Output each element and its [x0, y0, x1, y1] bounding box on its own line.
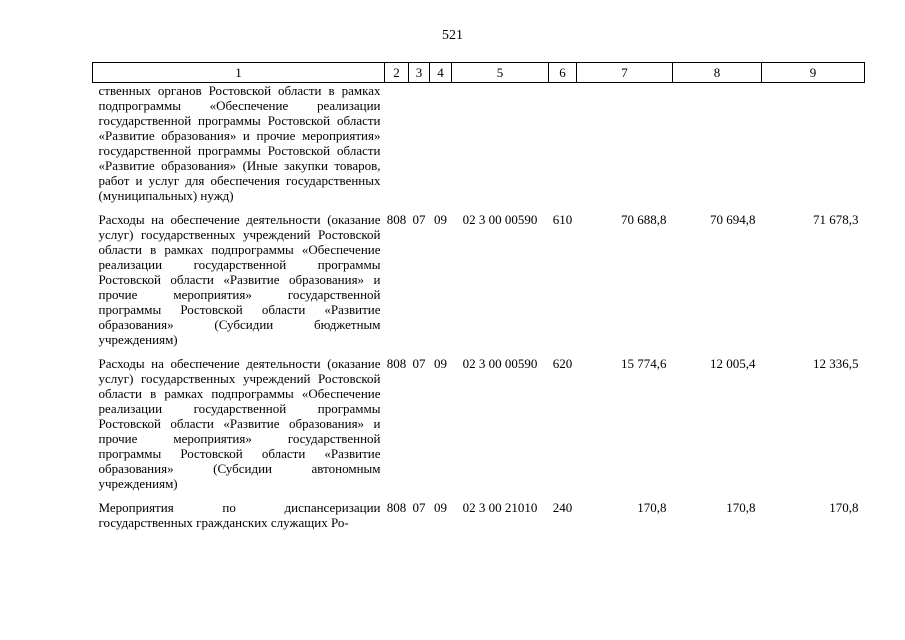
- cell-amount-col8: 170,8: [726, 500, 756, 515]
- cell-ministry-code: 808: [386, 500, 407, 515]
- column-header-5: 5: [452, 63, 549, 83]
- column-header-6: 6: [549, 63, 577, 83]
- cell-section: [409, 83, 430, 204]
- table-row: [93, 83, 865, 204]
- table-header-row: [93, 63, 865, 83]
- column-header-9: 9: [762, 63, 865, 83]
- table-row: [93, 347, 865, 491]
- cell-amount-col7: 70 688,8: [621, 212, 667, 227]
- column-header-1: 1: [93, 63, 385, 83]
- column-header-4: 4: [430, 63, 452, 83]
- column-header-8: 8: [673, 63, 762, 83]
- cell-expense-type: [549, 83, 577, 204]
- cell-amount-col9: [762, 83, 865, 204]
- cell-ministry-code: 808: [386, 212, 407, 227]
- cell-ministry-code: 808: [386, 356, 407, 371]
- cell-expense-type: 610: [552, 212, 573, 227]
- row-description: ственных органов Ростовской области в рамках подпрограммы «Обеспечение реализации государственной программы Ростовской области «Развитие образования» и прочие мероприятия» государственной программы Ростовской области «Развитие образования» (Иные закупки товаров, работ и услуг для обеспечения государственных (муниципальных) нужд): [98, 83, 381, 203]
- row-description: Расходы на обеспечение деятельности (оказание услуг) государственных учреждений Ростовской области в рамках подпрограммы «Обеспечение реализации государственной программы Ростовской области «Развитие образования» и прочие мероприятия» государственной программы Ростовской области «Развитие образования» (Субсидии бюджетным учреждениям): [98, 212, 381, 347]
- row-description: Расходы на обеспечение деятельности (оказание услуг) государственных учреждений Ростовской области в рамках подпрограммы «Обеспечение реализации государственной программы Ростовской области «Развитие образования» и прочие мероприятия» государственной программы Ростовской области «Развитие образования» (Субсидии автономным учреждениям): [98, 356, 381, 491]
- cell-target-article: 02 3 00 00590: [462, 212, 538, 227]
- cell-subsection: 09: [434, 500, 447, 515]
- cell-amount-col7: 15 774,6: [621, 356, 667, 371]
- column-header-2: 2: [385, 63, 409, 83]
- cell-section: 07: [412, 356, 426, 371]
- cell-amount-col9: 71 678,3: [813, 212, 859, 227]
- cell-amount-col8: 70 694,8: [710, 212, 756, 227]
- page-number: 521: [442, 28, 463, 43]
- column-header-3: 3: [409, 63, 430, 83]
- cell-amount-col7: [577, 83, 673, 204]
- budget-table: [92, 62, 865, 530]
- row-description: Мероприятия по диспансеризации государственных гражданских служащих Ро-: [98, 500, 381, 530]
- cell-ministry-code: [385, 83, 409, 204]
- cell-section: 07: [412, 212, 426, 227]
- cell-subsection: 09: [434, 356, 447, 371]
- table-row: [93, 491, 865, 530]
- cell-amount-col9: 12 336,5: [813, 356, 859, 371]
- cell-target-article: 02 3 00 21010: [462, 500, 538, 515]
- column-header-7: 7: [577, 63, 673, 83]
- cell-amount-col7: 170,8: [637, 500, 667, 515]
- cell-target-article: [452, 83, 549, 204]
- cell-expense-type: 620: [552, 356, 573, 371]
- cell-target-article: 02 3 00 00590: [462, 356, 538, 371]
- table-row: [93, 203, 865, 347]
- cell-amount-col8: 12 005,4: [710, 356, 756, 371]
- cell-section: 07: [412, 500, 426, 515]
- cell-amount-col8: [673, 83, 762, 204]
- cell-subsection: 09: [434, 212, 447, 227]
- cell-subsection: [430, 83, 452, 204]
- cell-amount-col9: 170,8: [829, 500, 859, 515]
- cell-expense-type: 240: [552, 500, 573, 515]
